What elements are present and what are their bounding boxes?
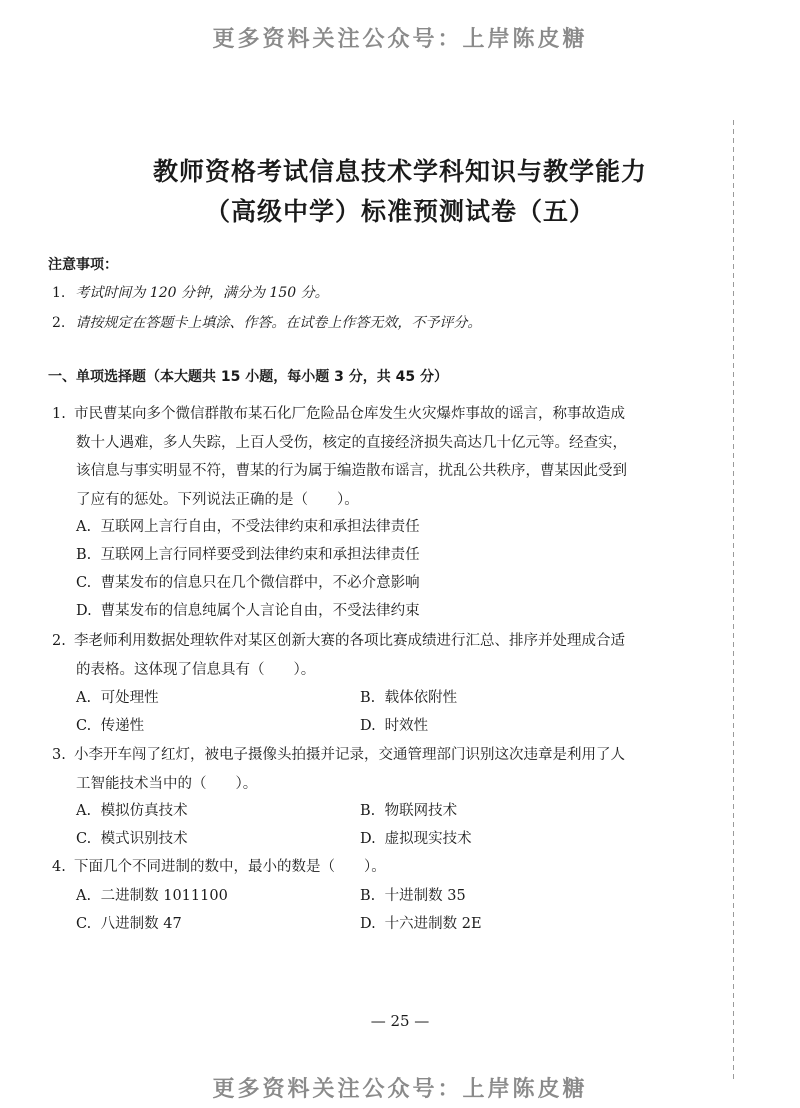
option-text: 曹某发布的信息纯属个人言论自由，不受法律约束 [100,603,420,619]
option-label: B. [360,690,376,706]
question-number: 3. [52,747,66,763]
option-d [76,599,420,620]
option-label: C. [76,831,92,847]
option-label: C. [76,916,92,932]
option-text: 时效性 [384,718,429,734]
notice-item-text: 考试时间为 120 分钟，满分为 150 分。 [75,285,329,301]
option-text: 互联网上言行自由，不受法律约束和承担法律责任 [100,519,420,535]
notice-item [52,312,481,332]
notice-item-number: 1. [52,285,66,301]
option-text: 传递性 [100,718,145,734]
option-text: 载体依附性 [384,690,458,706]
option-label: D. [360,718,376,734]
option-a [76,799,188,820]
page-edge-line [733,120,734,1080]
option-text: 物联网技术 [384,803,458,819]
option-text: 十六进制数 2E [384,916,482,932]
option-label: A. [76,888,92,904]
question-stem-line: 该信息与事实明显不符，曹某的行为属于编造散布谣言，扰乱公共秩序，曹某因此受到 [76,463,627,479]
option-b [360,686,457,707]
watermark-bottom: 更多资料关注公众号：上岸陈皮糖 [212,1077,588,1102]
section-heading: 一、单项选择题（本大题共 15 小题，每小题 3 分，共 45 分） [48,369,448,385]
option-label: A. [76,519,92,535]
option-text: 模式识别技术 [100,831,188,847]
option-a [76,515,420,536]
option-text: 互联网上言行同样要受到法律约束和承担法律责任 [100,547,420,563]
option-a [76,884,228,905]
option-label: D. [76,603,92,619]
question-number: 2. [52,633,66,649]
option-label: C. [76,575,92,591]
page-title-line1: 教师资格考试信息技术学科知识与教学能力 [152,157,647,186]
question-stem-line: 数十人遇难，多人失踪，上百人受伤，核定的直接经济损失高达几十亿元等。经查实， [76,434,627,451]
option-a [76,686,159,707]
question-number: 4. [52,859,66,875]
question-stem-line: 李老师利用数据处理软件对某区创新大赛的各项比赛成绩进行汇总、排序并处理成合适 [74,633,625,649]
question-4 [52,853,672,882]
option-label: B. [360,888,376,904]
option-b [360,799,457,820]
option-text: 虚拟现实技术 [384,831,472,847]
option-label: A. [76,690,92,706]
question-stem-line: 小李开车闯了红灯，被电子摄像头拍摄并记录，交通管理部门识别这次违章是利用了人 [74,747,625,763]
option-d [360,714,428,735]
question-stem-line: 了应有的惩处。下列说法正确的是（ ）。 [76,491,359,508]
question-1 [52,400,672,514]
option-d [360,827,472,848]
option-label: D. [360,916,376,932]
question-stem-line: 的表格。这体现了信息具有（ ）。 [76,661,316,678]
option-text: 模拟仿真技术 [100,803,188,819]
question-stem-line: 工智能技术当中的（ ）。 [76,775,258,792]
option-label: C. [76,718,92,734]
page-title-line2: （高级中学）标准预测试卷（五） [204,197,595,226]
option-label: B. [76,547,92,563]
option-d [360,912,482,933]
question-number: 1. [52,406,66,422]
option-c [76,714,144,735]
option-text: 二进制数 1011100 [100,888,228,904]
option-label: D. [360,831,376,847]
page-number: — 25 — [370,1012,430,1030]
option-b [76,543,420,564]
question-3 [52,741,672,798]
question-2 [52,627,672,684]
option-text: 八进制数 47 [100,916,182,932]
question-stem-line: 下面几个不同进制的数中，最小的数是（ ）。 [74,859,386,875]
option-c [76,827,188,848]
notice-item-text: 请按规定在答题卡上填涂、作答。在试卷上作答无效，不予评分。 [75,315,482,331]
notice-heading: 注意事项： [48,257,118,273]
question-stem-line: 市民曹某向多个微信群散布某石化厂危险品仓库发生火灾爆炸事故的谣言，称事故造成 [74,406,625,422]
watermark-top: 更多资料关注公众号：上岸陈皮糖 [212,27,588,52]
option-c [76,912,182,933]
notice-item [52,282,329,302]
option-c [76,571,420,592]
option-b [360,884,466,905]
option-label: B. [360,803,376,819]
option-text: 可处理性 [100,690,159,706]
notice-item-number: 2. [52,315,66,331]
option-text: 曹某发布的信息只在几个微信群中，不必介意影响 [100,575,420,591]
option-label: A. [76,803,92,819]
option-text: 十进制数 35 [384,888,466,904]
